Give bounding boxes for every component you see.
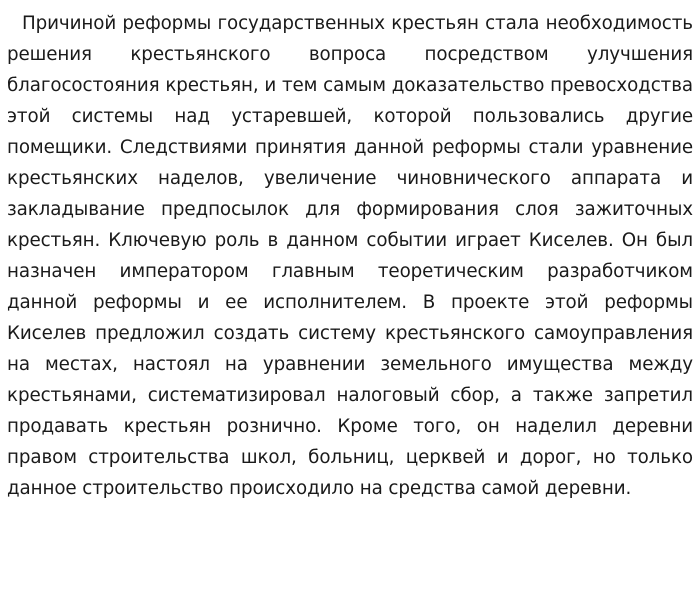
document-page	[7, 8, 693, 504]
body-paragraph: Причиной реформы государственных крестьян стала необходимость решения крестьянского вопроса посредством улучшения благосостояния крестьян, и тем самым доказательство превосходства этой системы над устаревшей, которой пользовались другие помещики. Следствиями принятия данной реформы стали уравнение крестьянских наделов, увеличение чиновнического аппарата и закладывание предпосылок для формирования слоя зажиточных крестьян. Ключевую роль в данном событии играет Киселев. Он был назначен императором главным теоретическим разработчиком данной реформы и ее исполнителем. В проекте этой реформы Киселев предложил создать систему крестьянского самоуправления на местах, настоял на уравнении земельного имущества между крестьянами, систематизировал налоговый сбор, а также запретил продавать крестьян рознично. Кроме того, он наделил деревни правом строительства школ, больниц, церквей и дорог, но только данное строительство происходило на средства самой деревни.	[7, 13, 693, 499]
